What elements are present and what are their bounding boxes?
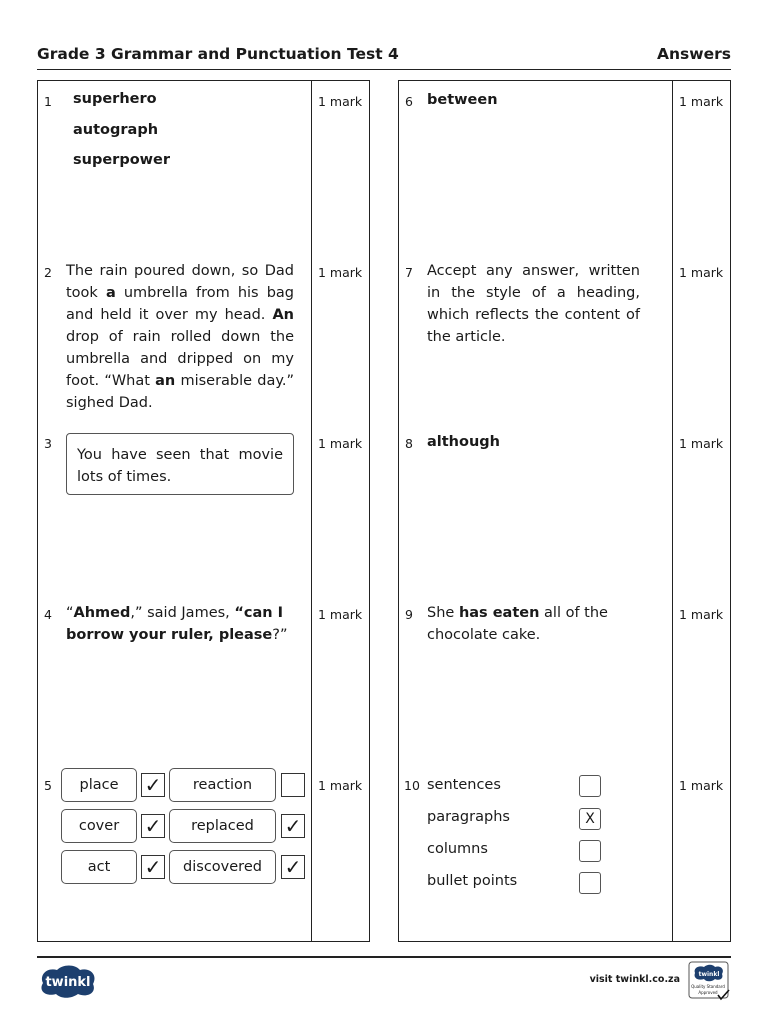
answer-text bbox=[66, 602, 294, 646]
mark-label: 1 mark bbox=[679, 265, 724, 280]
answer-text-part: “ bbox=[66, 605, 74, 621]
question-3 bbox=[38, 423, 369, 594]
answer-bold-word: Ahmed bbox=[73, 605, 131, 621]
badge-brand: twinkl bbox=[698, 971, 720, 978]
mark-label: 1 mark bbox=[679, 778, 724, 793]
answer-bold-word: An bbox=[272, 307, 294, 323]
question-number: 10 bbox=[404, 778, 420, 793]
answer-text bbox=[66, 260, 294, 414]
mark-label: 1 mark bbox=[318, 778, 363, 793]
answer-word: superhero bbox=[73, 91, 157, 107]
answer-word: although bbox=[427, 434, 500, 450]
badge-line-2: Approved bbox=[698, 990, 718, 995]
mark-label: 1 mark bbox=[679, 607, 724, 622]
answer-text-part: She bbox=[427, 605, 459, 621]
word-card: place bbox=[61, 768, 137, 802]
word-card: reaction bbox=[169, 768, 276, 802]
visit-link[interactable]: visit twinkl.co.za bbox=[589, 974, 680, 985]
question-number: 6 bbox=[405, 94, 413, 109]
option-box bbox=[579, 808, 601, 830]
twinkl-logo bbox=[37, 963, 99, 999]
cross-icon: X bbox=[585, 811, 595, 827]
option-label: paragraphs bbox=[427, 809, 510, 825]
option-label: bullet points bbox=[427, 873, 518, 889]
tick-box bbox=[141, 773, 165, 797]
mark-label: 1 mark bbox=[318, 436, 363, 451]
logo-text: twinkl bbox=[45, 975, 91, 990]
mark-label: 1 mark bbox=[318, 607, 363, 622]
answer-text-part: The rain poured down, so Dad took bbox=[66, 263, 294, 301]
option-label: sentences bbox=[427, 777, 501, 793]
question-number: 4 bbox=[44, 607, 52, 622]
answer-text bbox=[427, 602, 617, 646]
option-label: columns bbox=[427, 841, 488, 857]
question-number: 3 bbox=[44, 436, 52, 451]
answers-heading: Answers bbox=[657, 45, 731, 63]
answer-text-part: ?” bbox=[272, 627, 288, 643]
question-5 bbox=[38, 765, 369, 941]
answer-text: Accept any answer, written in the style of a heading, which reflects the content of the article. bbox=[427, 263, 640, 345]
word-card: replaced bbox=[169, 809, 276, 843]
question-2 bbox=[38, 252, 369, 423]
tick-icon: ✓ bbox=[144, 814, 162, 838]
question-number: 2 bbox=[44, 265, 52, 280]
question-number: 9 bbox=[405, 607, 413, 622]
tick-box bbox=[281, 773, 305, 797]
answer-word: autograph bbox=[73, 121, 159, 138]
answer-text-part: umbrella from his bag and held it over my head. bbox=[66, 285, 294, 323]
question-number: 7 bbox=[405, 265, 413, 280]
word-card: discovered bbox=[169, 850, 276, 884]
answer-text-part: miserable day.” sighed Dad. bbox=[66, 373, 294, 411]
question-number: 5 bbox=[44, 778, 52, 793]
page-title: Grade 3 Grammar and Punctuation Test 4 bbox=[37, 45, 399, 63]
tick-box bbox=[281, 855, 305, 879]
mark-label: 1 mark bbox=[679, 436, 724, 451]
question-6 bbox=[399, 81, 730, 252]
tick-icon: ✓ bbox=[144, 773, 162, 797]
right-answer-panel bbox=[398, 80, 731, 942]
answer-word: between bbox=[427, 92, 498, 108]
tick-icon: ✓ bbox=[284, 855, 302, 879]
footer-rule bbox=[37, 956, 731, 958]
mark-label: 1 mark bbox=[318, 94, 363, 109]
answer-bold-word: a bbox=[105, 285, 116, 301]
mark-label: 1 mark bbox=[318, 265, 363, 280]
word-card: act bbox=[61, 850, 137, 884]
option-box bbox=[579, 872, 601, 894]
question-1 bbox=[38, 81, 369, 252]
question-number: 1 bbox=[44, 94, 52, 109]
answer-word: superpower bbox=[73, 152, 171, 168]
tick-icon: ✓ bbox=[284, 814, 302, 838]
answer-bold-word: “can I borrow your ruler, please bbox=[66, 605, 284, 643]
quality-standard-badge bbox=[687, 961, 731, 1001]
option-box bbox=[579, 840, 601, 862]
tick-box bbox=[141, 855, 165, 879]
answer-text-part: drop of rain rolled down the umbrella and dripped on my foot. “What bbox=[66, 329, 294, 389]
header-rule bbox=[37, 69, 731, 70]
answer-text-part: all of the chocolate cake. bbox=[427, 605, 608, 643]
badge-line-1: Quality Standard bbox=[691, 984, 725, 989]
answer-bold-word: an bbox=[155, 373, 176, 389]
mark-label: 1 mark bbox=[679, 94, 724, 109]
tick-icon: ✓ bbox=[144, 855, 162, 879]
answer-sentence-box: You have seen that movie lots of times. bbox=[66, 433, 294, 495]
answer-word-list bbox=[73, 88, 301, 180]
answer-bold-word: has eaten bbox=[458, 605, 540, 621]
question-7 bbox=[399, 252, 730, 423]
answer-text-part: ,” said James, bbox=[130, 605, 235, 621]
question-8 bbox=[399, 423, 730, 594]
question-10 bbox=[399, 765, 730, 941]
question-9 bbox=[399, 594, 730, 765]
question-4 bbox=[38, 594, 369, 765]
question-number: 8 bbox=[405, 436, 413, 451]
tick-box bbox=[141, 814, 165, 838]
left-answer-panel bbox=[37, 80, 370, 942]
tick-box bbox=[281, 814, 305, 838]
word-card: cover bbox=[61, 809, 137, 843]
option-box bbox=[579, 775, 601, 797]
